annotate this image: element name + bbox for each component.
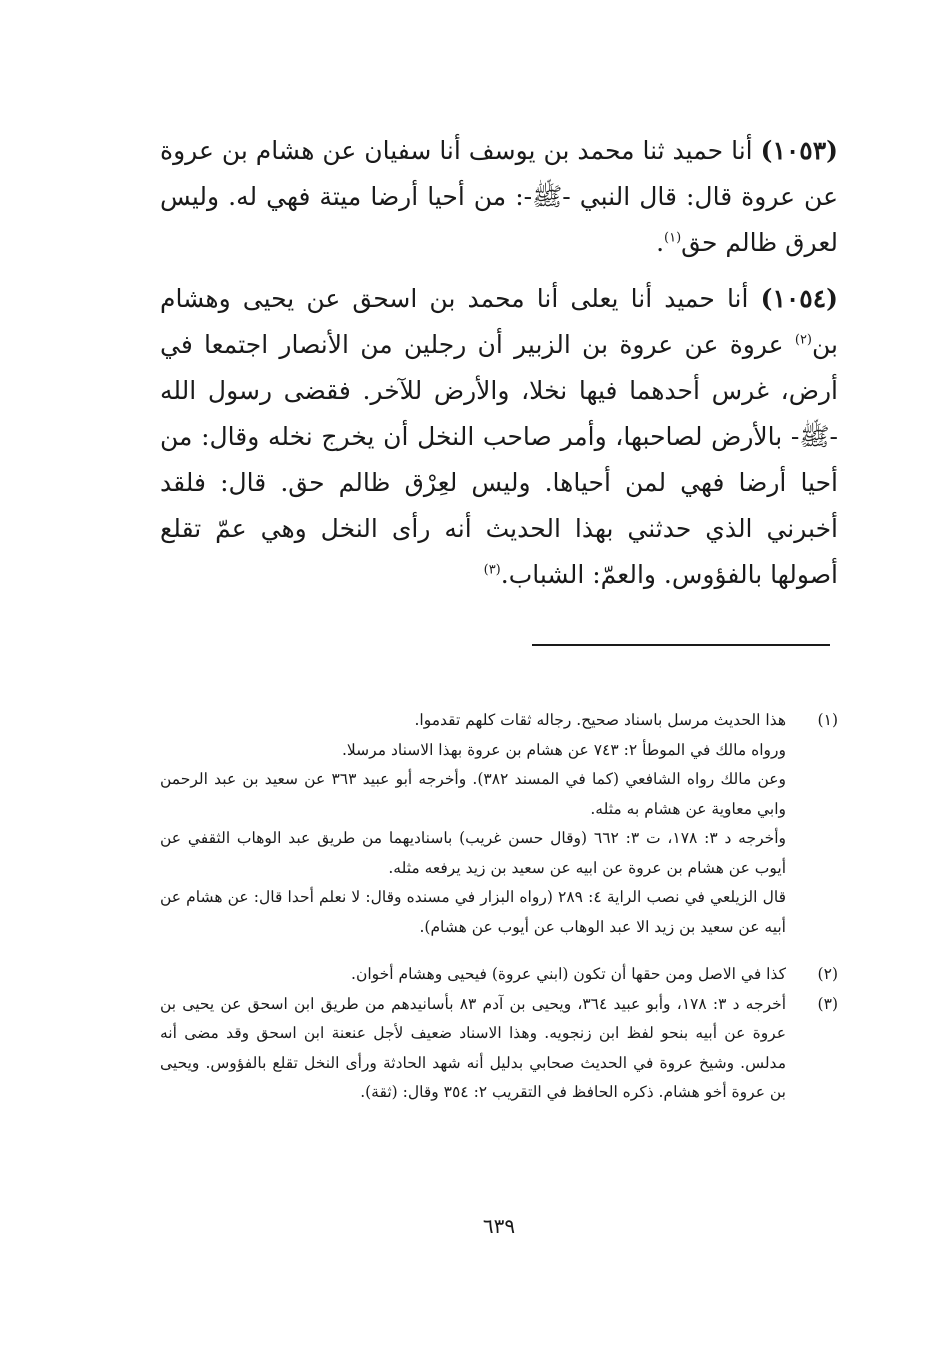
book-page <box>160 128 838 1268</box>
footnotes <box>160 706 838 1108</box>
footnote-separator <box>532 644 830 646</box>
footnote-line: هذا الحديث مرسل باسناد صحيح. رجاله ثقات كلهم تقدموا. <box>414 711 786 729</box>
footnote-line: وعن مالك رواه الشافعي (كما في المسند ٣٨٢). وأخرجه أبو عبيد ٣٦٣ عن سعيد بن عبد الرحمن وابي معاوية عن هشام به مثله. <box>160 770 786 818</box>
footnote-body <box>160 990 786 1108</box>
hadith-end: . <box>656 228 665 257</box>
hadith-text: عروة عن عروة بن الزبير أن رجلين من الأنصار اجتمعا في أرض، غرس أحدهما فيها نخلا، والأرض للآخر. فقضى رسول الله -ﷺ- بالأرض لصاحبها، وأمر صاحب النخل أن يخرج نخله وقال: من أحيا أرضا فهي لمن أحياها. وليس لعِرْق ظالم حق. <box>160 330 839 497</box>
footnote-line: قال الزيلعي في نصب الراية ٤: ٢٨٩ (رواه البزار في مسنده وقال: لا نعلم أحدا قال: عن هشام عن أبيه عن سعيد بن زيد الا عبد الوهاب عن أيوب عن هشام). <box>160 888 786 936</box>
hadith-number: (١٠٥٤) <box>760 284 838 313</box>
hadith-1053 <box>160 128 838 266</box>
footnote-line: وأخرجه د ٣: ١٧٨، ت ٣: ٦٦٢ (وقال حسن غريب) باسناديهما من طريق عبد الوهاب الثقفي عن أيوب عن هشام بن عروة عن ابيه عن سعيد بن زيد يرفعه مثله. <box>160 829 786 877</box>
page-number: ٦٣٩ <box>482 1214 516 1238</box>
footnote-line: ورواه مالك في الموطأ ٢: ٧٤٣ عن هشام بن عروة بهذا الاسناد مرسلا. <box>342 740 786 759</box>
footnote-ref[interactable]: (٣) <box>483 562 501 578</box>
footnote-line: كذا في الاصل ومن حقها أن تكون (ابني عروة) فيحيى وهشام أخوان. <box>351 965 786 983</box>
footnote-mark: (٢) <box>817 965 838 983</box>
hadith-1054 <box>160 276 838 598</box>
hadith-text: قال: فلقد أخبرني الذي حدثني بهذا الحديث أنه رأى النخل وهي عمّ تقلع أصولها بالفؤوس. والعمّ: الشباب. <box>160 468 838 589</box>
footnote-line: أخرجه د ٣: ١٧٨، وأبو عبيد ٣٦٤، ويحيى بن آدم ٨٣ بأسانيدهم من طريق ابن اسحق عن يحيى بن عروة عن أبيه بنحو لفظ ابن زنجويه. وهذا الاسناد ضعيف لأجل عنعنة ابن اسحق وقد مضى أنه مدلس. وشيخ عروة في الحديث صحابي بدليل أنه شهد الحادثة ورأى النخل تقلع بالفؤوس. ويحيى بن عروة أخو هشام. ذكره الحافظ في التقريب ٢: ٣٥٤ وقال: (ثقة). <box>160 994 787 1101</box>
footnote-3 <box>160 990 838 1108</box>
footnote-body <box>160 706 786 942</box>
main-text <box>160 128 838 598</box>
hadith-text: أنا حميد أنا يعلى أنا محمد بن اسحق عن يحيى وهشام بن <box>160 284 838 359</box>
footnote-2 <box>160 960 838 990</box>
hadith-text: أنا حميد ثنا محمد بن يوسف أنا سفيان عن هشام بن عروة عن عروة قال: قال النبي -ﷺ-: من أحيا أرضا ميتة فهي له. وليس لعرق ظالم حق <box>160 136 838 257</box>
footnote-mark: (١) <box>817 711 838 729</box>
footnote-1 <box>160 706 838 942</box>
footnote-ref[interactable]: (٢) <box>794 332 812 348</box>
hadith-number: (١٠٥٣) <box>760 136 838 165</box>
footnote-mark: (٣) <box>817 994 838 1013</box>
footnote-body <box>160 960 786 990</box>
footnote-ref[interactable]: (١) <box>664 230 682 246</box>
